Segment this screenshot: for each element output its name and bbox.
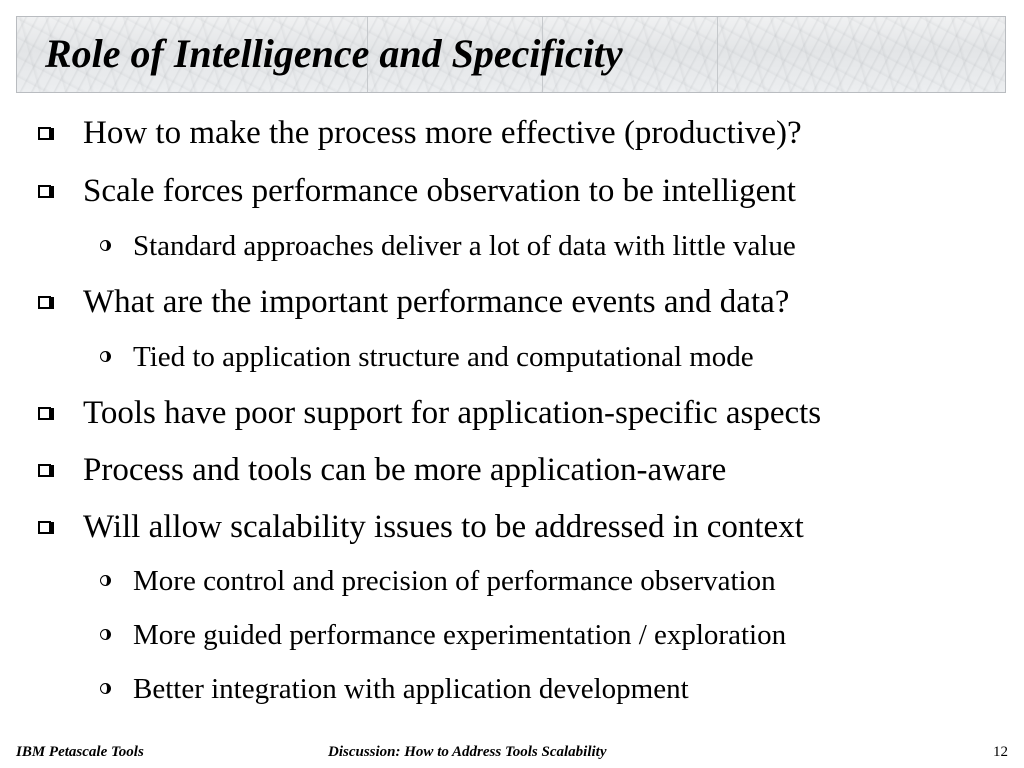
footer-left-text: IBM Petascale Tools [16, 744, 144, 760]
sub-bullet-text: More guided performance experimentation / exploration [133, 619, 787, 651]
circle-bullet-icon [100, 629, 111, 640]
sub-bullet-item [100, 617, 786, 653]
circle-bullet-icon [100, 351, 111, 362]
bullet-item [38, 171, 796, 211]
bullet-item [38, 507, 804, 547]
square-bullet-icon [38, 407, 51, 420]
sub-bullet-text: More control and precision of performance observation [133, 565, 776, 597]
square-bullet-icon [38, 521, 51, 534]
slide-title: Role of Intelligence and Specificity [45, 31, 623, 76]
square-bullet-icon [38, 127, 51, 140]
bullet-text: What are the important performance events and data? [83, 284, 790, 320]
slide-footer [0, 740, 1024, 768]
bullet-text: Process and tools can be more application-aware [83, 452, 727, 488]
square-bullet-icon [38, 464, 51, 477]
circle-bullet-icon [100, 240, 111, 251]
bullet-item [38, 393, 821, 433]
footer-center-text: Discussion: How to Address Tools Scalability [328, 744, 607, 760]
bullet-text: Will allow scalability issues to be addressed in context [83, 509, 804, 545]
square-bullet-icon [38, 185, 51, 198]
sub-bullet-item [100, 563, 776, 599]
page-number: 12 [993, 744, 1008, 760]
sub-bullet-text: Tied to application structure and computational mode [133, 341, 754, 373]
sub-bullet-item [100, 339, 754, 375]
bullet-text: Scale forces performance observation to be intelligent [83, 173, 796, 209]
circle-bullet-icon [100, 575, 111, 586]
bullet-text: Tools have poor support for application-specific aspects [83, 395, 822, 431]
circle-bullet-icon [100, 683, 111, 694]
square-bullet-icon [38, 296, 51, 309]
sub-bullet-text: Standard approaches deliver a lot of data with little value [133, 230, 796, 262]
sub-bullet-item [100, 228, 796, 264]
bullet-item [38, 450, 726, 490]
bullet-text: How to make the process more effective (productive)? [83, 115, 802, 151]
bullet-item [38, 282, 789, 322]
sub-bullet-text: Better integration with application development [133, 673, 689, 705]
sub-bullet-item [100, 671, 689, 707]
bullet-item [38, 113, 802, 153]
